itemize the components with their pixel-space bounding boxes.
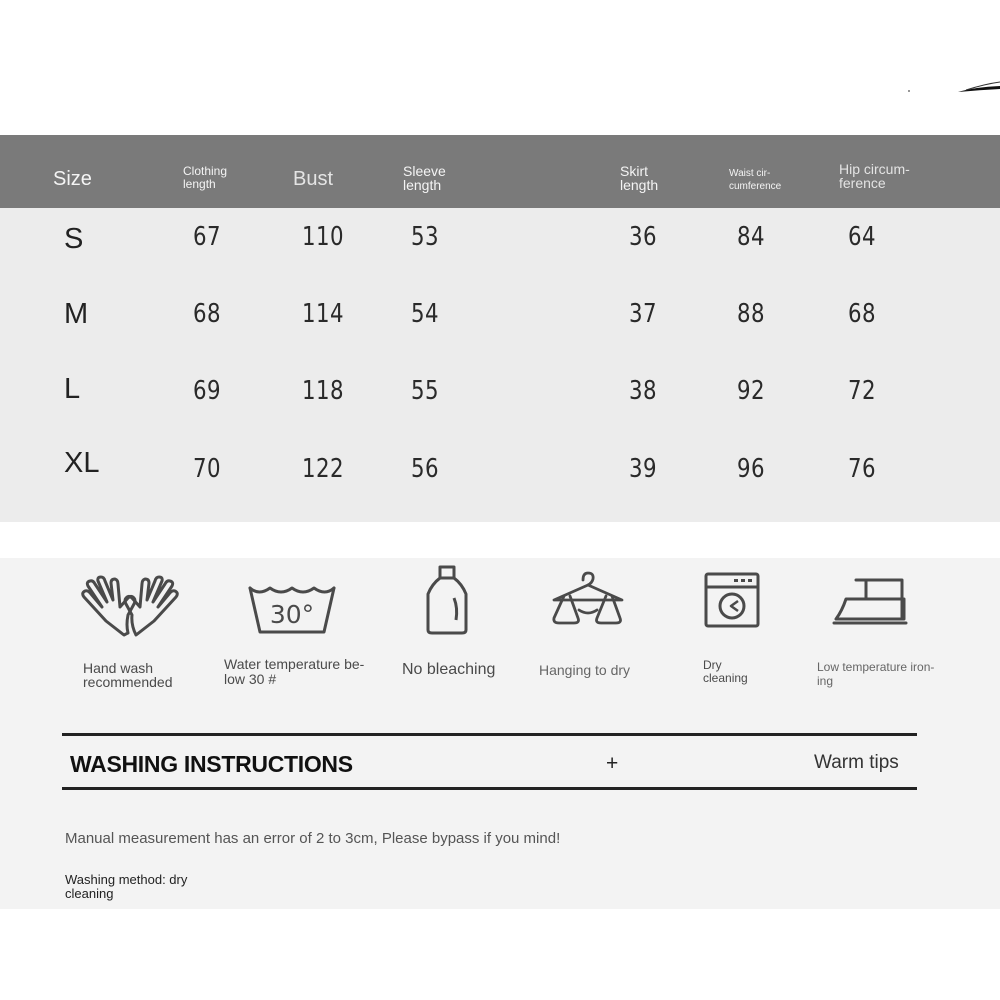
row-size-s: S: [64, 223, 84, 255]
cell-waist: 92: [737, 376, 765, 406]
measurement-note: Manual measurement has an error of 2 to 3cm, Please bypass if you mind!: [65, 830, 561, 847]
top-divider: [62, 733, 917, 736]
cell-hip: 68: [848, 299, 876, 329]
bleach-bottle-icon: [424, 564, 470, 636]
header-size: Size: [53, 168, 92, 190]
cell-bust: 122: [302, 454, 344, 484]
care-label-water-temp: Water temperature be- low 30 #: [224, 656, 365, 687]
care-label-dry-cleaning: Dry cleaning: [703, 658, 748, 685]
cell-skirt: 37: [629, 299, 657, 329]
header-sleeve-length: Sleeve length: [403, 163, 446, 193]
cell-clothing: 70: [193, 454, 221, 484]
cell-bust: 118: [302, 376, 344, 406]
cell-skirt: 38: [629, 376, 657, 406]
hanger-icon: [550, 570, 626, 628]
cell-hip: 76: [848, 454, 876, 484]
care-label-hanging-dry: Hanging to dry: [539, 662, 631, 678]
row-size-l: L: [64, 373, 81, 405]
header-clothing-length: Clothing length: [183, 164, 228, 191]
header-skirt-length: Skirt length: [620, 163, 659, 193]
cell-waist: 84: [737, 222, 765, 252]
cell-bust: 114: [302, 299, 344, 329]
washing-instructions-title: WASHING INSTRUCTIONS: [70, 751, 353, 777]
iron-icon: [832, 577, 908, 627]
row-size-xl: XL: [64, 447, 100, 479]
size-table-header: [0, 135, 1000, 208]
dry-clean-machine-icon: [704, 572, 760, 628]
cell-waist: 96: [737, 454, 765, 484]
cell-waist: 88: [737, 299, 765, 329]
cell-sleeve: 53: [411, 222, 439, 252]
cell-hip: 72: [848, 376, 876, 406]
plus-symbol: +: [606, 752, 619, 775]
care-label-low-temp-iron: Low temperature iron- ing: [817, 660, 935, 688]
care-label-no-bleach: No bleaching: [402, 661, 496, 678]
cell-skirt: 36: [629, 222, 657, 252]
cell-bust: 110: [302, 222, 344, 252]
cell-clothing: 68: [193, 299, 221, 329]
row-size-m: M: [64, 298, 89, 330]
cell-hip: 64: [848, 222, 876, 252]
hands-icon: [78, 573, 180, 643]
header-waist: Waist cir- cumference: [729, 168, 782, 192]
wash-tub-30-icon: [248, 582, 336, 634]
warm-tips-label: Warm tips: [814, 752, 899, 773]
cell-sleeve: 56: [411, 454, 439, 484]
cell-sleeve: 54: [411, 299, 439, 329]
cell-sleeve: 55: [411, 376, 439, 406]
header-bust: Bust: [293, 168, 334, 190]
decorative-brush-stroke: [900, 70, 1000, 100]
washing-method: Washing method: dry cleaning: [65, 872, 188, 901]
wash-temp-text: 30°: [269, 600, 315, 629]
header-hip: Hip circum- ference: [839, 161, 910, 191]
bottom-divider: [62, 787, 917, 790]
cell-clothing: 69: [193, 376, 221, 406]
cell-clothing: 67: [193, 222, 221, 252]
cell-skirt: 39: [629, 454, 657, 484]
care-label-hand-wash: Hand wash recommended: [83, 660, 173, 690]
